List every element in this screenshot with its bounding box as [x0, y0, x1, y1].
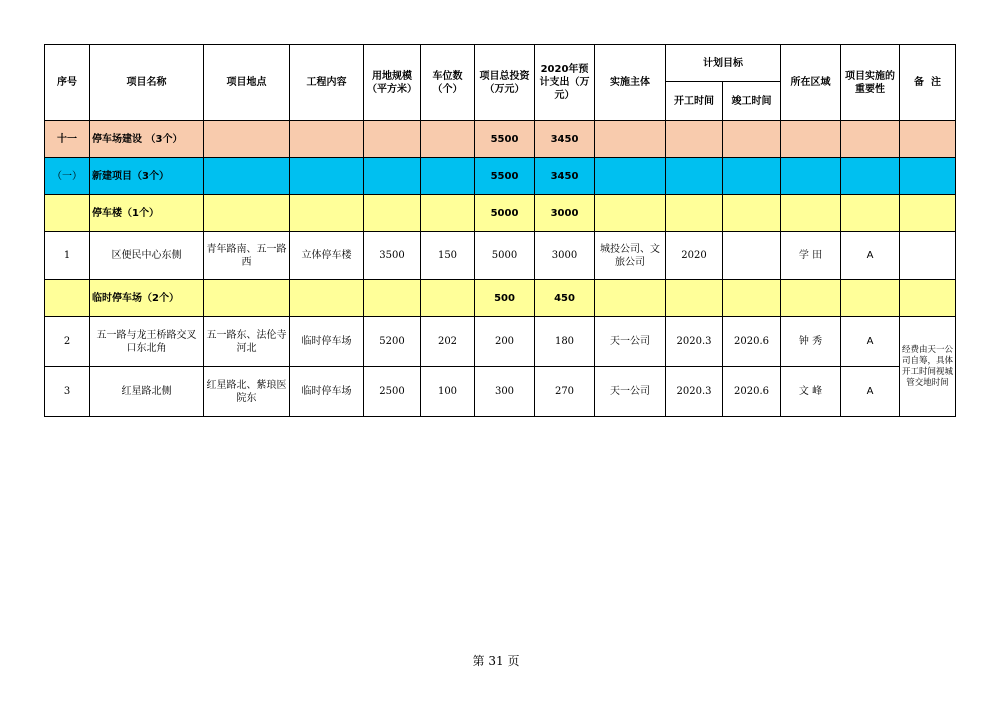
empty-cell [595, 280, 666, 317]
row-location: 五一路东、法伦寺河北 [204, 317, 290, 367]
category-seq: 十一 [45, 121, 90, 158]
group-investment: 500 [475, 280, 535, 317]
category-expense: 3450 [535, 121, 595, 158]
subcategory-row [45, 158, 956, 195]
empty-cell [290, 121, 364, 158]
header-investment: 项目总投资（万元） [475, 45, 535, 121]
row-implementer: 天一公司 [595, 367, 666, 417]
empty-cell [364, 280, 421, 317]
row-land: 5200 [364, 317, 421, 367]
empty-cell [421, 195, 475, 232]
empty-cell [841, 280, 900, 317]
empty-cell [900, 121, 956, 158]
header-name: 项目名称 [90, 45, 204, 121]
row-end: 2020.6 [723, 317, 781, 367]
group-name: 临时停车场（2个） [90, 280, 204, 317]
row-area: 文 峰 [781, 367, 841, 417]
empty-cell [290, 158, 364, 195]
row-investment: 300 [475, 367, 535, 417]
empty-cell [900, 195, 956, 232]
group-row [45, 195, 956, 232]
page-number: 第 31 页 [472, 654, 520, 668]
row-name: 区便民中心东侧 [90, 232, 204, 280]
row-importance: A [841, 367, 900, 417]
group-expense: 450 [535, 280, 595, 317]
row-seq: 1 [45, 232, 90, 280]
empty-cell [45, 195, 90, 232]
row-importance: A [841, 232, 900, 280]
empty-cell [723, 158, 781, 195]
table-row [45, 232, 956, 280]
empty-cell [421, 280, 475, 317]
header-location: 项目地点 [204, 45, 290, 121]
row-start: 2020.3 [666, 317, 723, 367]
empty-cell [595, 195, 666, 232]
empty-cell [781, 158, 841, 195]
empty-cell [421, 121, 475, 158]
empty-cell [723, 195, 781, 232]
row-expense: 180 [535, 317, 595, 367]
category-row [45, 121, 956, 158]
group-investment: 5000 [475, 195, 535, 232]
empty-cell [666, 195, 723, 232]
header-start: 开工时间 [666, 82, 723, 121]
empty-cell [841, 195, 900, 232]
empty-cell [666, 121, 723, 158]
empty-cell [900, 280, 956, 317]
row-seq: 3 [45, 367, 90, 417]
row-start: 2020 [666, 232, 723, 280]
header-area: 所在区域 [781, 45, 841, 121]
subcategory-expense: 3450 [535, 158, 595, 195]
row-name: 五一路与龙王桥路交叉口东北角 [90, 317, 204, 367]
empty-cell [781, 280, 841, 317]
row-remark [900, 232, 956, 280]
empty-cell [781, 195, 841, 232]
row-seq: 2 [45, 317, 90, 367]
table-row [45, 367, 956, 417]
group-name: 停车楼（1个） [90, 195, 204, 232]
empty-cell [841, 158, 900, 195]
row-spaces: 150 [421, 232, 475, 280]
row-end [723, 232, 781, 280]
empty-cell [364, 195, 421, 232]
subcategory-name: 新建项目（3个） [90, 158, 204, 195]
empty-cell [841, 121, 900, 158]
row-content: 临时停车场 [290, 367, 364, 417]
subcategory-seq: （一） [45, 158, 90, 195]
empty-cell [595, 158, 666, 195]
row-expense: 3000 [535, 232, 595, 280]
header-land: 用地规模（平方米） [364, 45, 421, 121]
row-content: 立体停车楼 [290, 232, 364, 280]
row-end: 2020.6 [723, 367, 781, 417]
header-remark: 备 注 [900, 45, 956, 121]
row-start: 2020.3 [666, 367, 723, 417]
empty-cell [204, 158, 290, 195]
empty-cell [723, 121, 781, 158]
header-expense: 2020年预计支出（万元） [535, 45, 595, 121]
header-content: 工程内容 [290, 45, 364, 121]
row-spaces: 100 [421, 367, 475, 417]
empty-cell [781, 121, 841, 158]
row-investment: 5000 [475, 232, 535, 280]
row-land: 3500 [364, 232, 421, 280]
header-spaces: 车位数（个） [421, 45, 475, 121]
empty-cell [290, 195, 364, 232]
empty-cell [45, 280, 90, 317]
empty-cell [723, 280, 781, 317]
empty-cell [595, 121, 666, 158]
row-location: 青年路南、五一路西 [204, 232, 290, 280]
table-row [45, 317, 956, 367]
header-importance: 项目实施的重要性 [841, 45, 900, 121]
empty-cell [204, 195, 290, 232]
row-importance: A [841, 317, 900, 367]
row-area: 钟 秀 [781, 317, 841, 367]
group-expense: 3000 [535, 195, 595, 232]
row-investment: 200 [475, 317, 535, 367]
row-name: 红星路北侧 [90, 367, 204, 417]
row-implementer: 天一公司 [595, 317, 666, 367]
category-name: 停车场建设 （3个） [90, 121, 204, 158]
empty-cell [900, 158, 956, 195]
subcategory-investment: 5500 [475, 158, 535, 195]
category-investment: 5500 [475, 121, 535, 158]
header-plan: 计划目标 [666, 45, 781, 82]
empty-cell [364, 158, 421, 195]
empty-cell [666, 280, 723, 317]
empty-cell [666, 158, 723, 195]
empty-cell [204, 121, 290, 158]
empty-cell [204, 280, 290, 317]
row-area: 学 田 [781, 232, 841, 280]
empty-cell [364, 121, 421, 158]
group-row [45, 280, 956, 317]
header-row [45, 45, 956, 82]
project-table [44, 44, 956, 417]
header-end: 竣工时间 [723, 82, 781, 121]
header-seq: 序号 [45, 45, 90, 121]
header-implementer: 实施主体 [595, 45, 666, 121]
empty-cell [421, 158, 475, 195]
row-spaces: 202 [421, 317, 475, 367]
row-location: 红星路北、紫琅医院东 [204, 367, 290, 417]
row-remark: 经费由天一公司自筹，具体开工时间视城管交地时间 [900, 317, 956, 417]
empty-cell [290, 280, 364, 317]
row-implementer: 城投公司、文旅公司 [595, 232, 666, 280]
row-content: 临时停车场 [290, 317, 364, 367]
row-expense: 270 [535, 367, 595, 417]
row-land: 2500 [364, 367, 421, 417]
